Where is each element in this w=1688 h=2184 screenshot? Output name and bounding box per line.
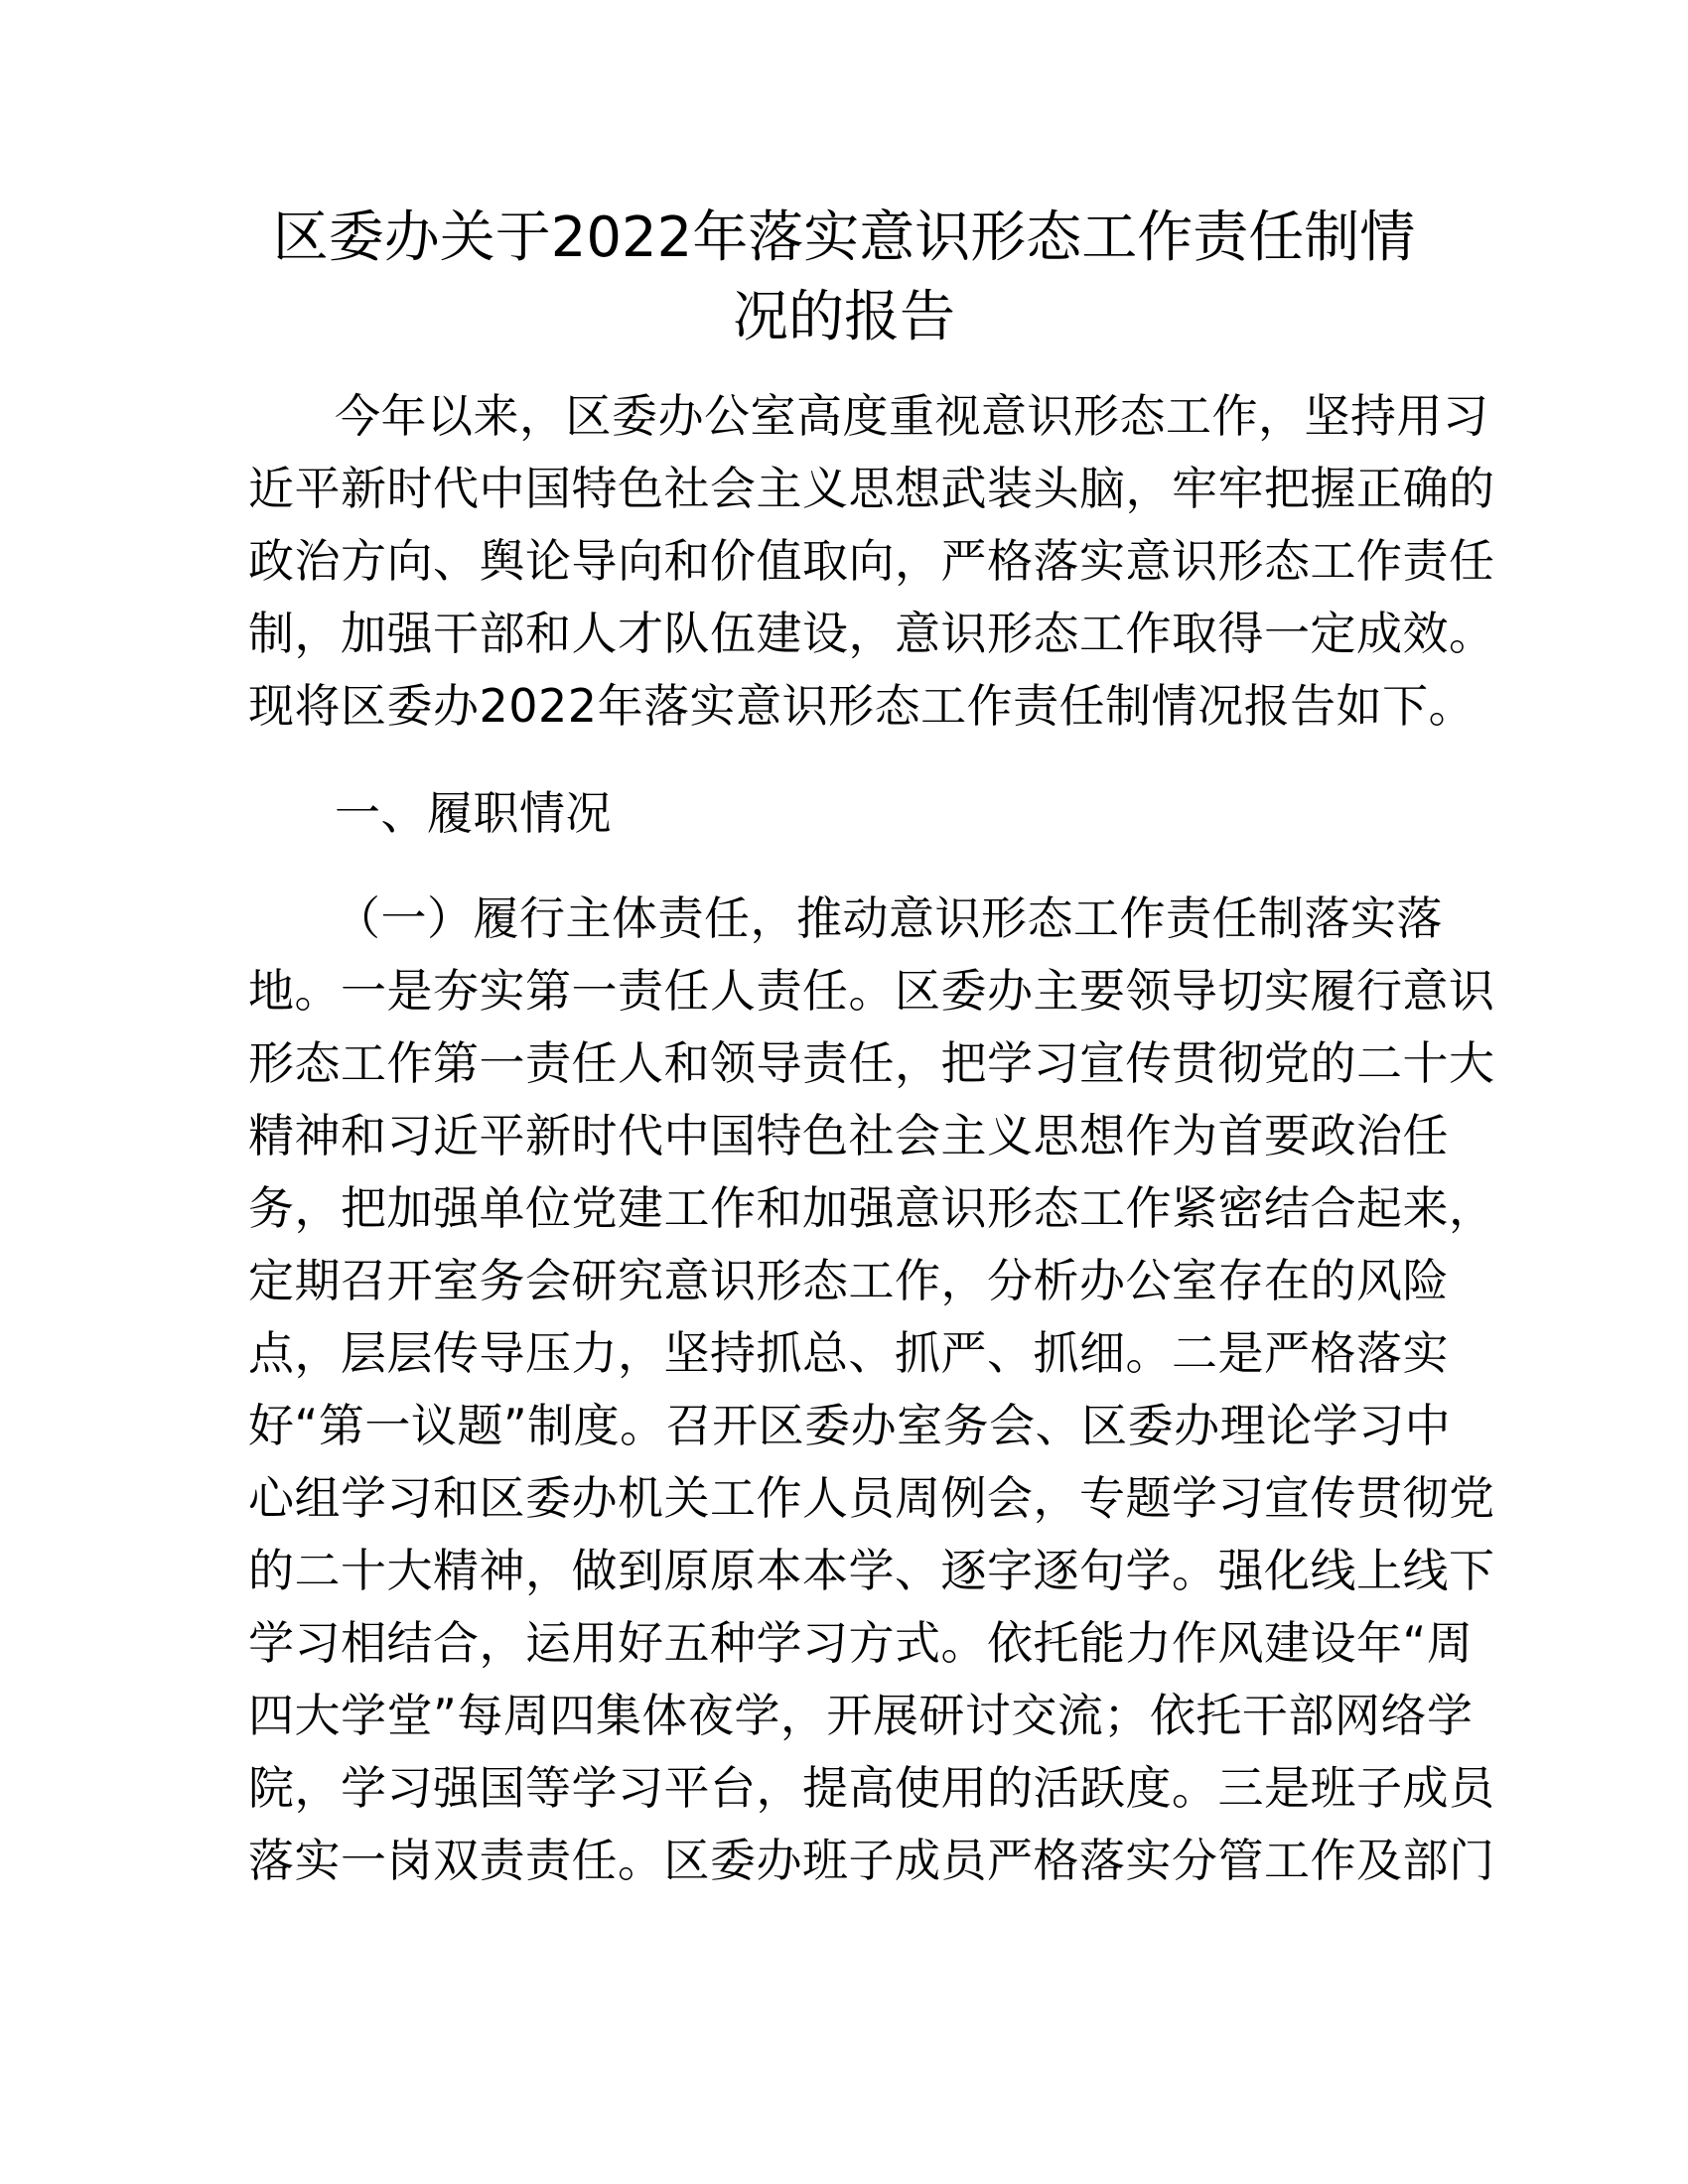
sub-section-paragraph-line: 学习相结合，运用好五种学习方式。依托能力作风建设年“周 — [248, 1616, 1474, 1670]
sub-section-paragraph-line: 院，学习强国等学习平台，提高使用的活跃度。三是班子成员 — [248, 1761, 1495, 1815]
sub-section-paragraph-line: 地。一是夯实第一责任人责任。区委办主要领导切实履行意识 — [248, 964, 1495, 1018]
section-heading: 一、履职情况 — [335, 786, 612, 840]
document-title-line-2: 况的报告 — [733, 285, 955, 349]
sub-section-paragraph-line: 四大学堂”每周四集体夜学，开展研讨交流；依托干部网络学 — [248, 1689, 1474, 1742]
intro-paragraph-line: 现将区委办2022年落实意识形态工作责任制情况报告如下。 — [248, 679, 1476, 733]
intro-paragraph-line: 政治方向、舆论导向和价值取向，严格落实意识形态工作责任 — [248, 534, 1495, 588]
sub-section-paragraph-line: 点，层层传导压力，坚持抓总、抓严、抓细。二是严格落实 — [248, 1326, 1449, 1380]
sub-section-paragraph-line: 务，把加强单位党建工作和加强意识形态工作紧密结合起来， — [248, 1181, 1495, 1235]
document-title — [228, 199, 1460, 357]
sub-section-paragraph-line: 形态工作第一责任人和领导责任，把学习宣传贯彻党的二十大 — [248, 1036, 1495, 1090]
intro-paragraph-line: 今年以来，区委办公室高度重视意识形态工作，坚持用习 — [335, 389, 1489, 443]
sub-section-paragraph-line: （一）履行主体责任，推动意识形态工作责任制落实落 — [335, 891, 1443, 945]
sub-section-paragraph-line: 精神和习近平新时代中国特色社会主义思想作为首要政治任 — [248, 1109, 1449, 1162]
sub-section-paragraph-line: 好“第一议题”制度。召开区委办室务会、区委办理论学习中 — [248, 1399, 1452, 1452]
sub-section-paragraph-line: 落实一岗双责责任。区委办班子成员严格落实分管工作及部门 — [248, 1834, 1495, 1887]
intro-paragraph-line: 制，加强干部和人才队伍建设，意识形态工作取得一定成效。 — [248, 607, 1495, 660]
sub-section-paragraph-line: 的二十大精神，做到原原本本学、逐字逐句学。强化线上线下 — [248, 1544, 1495, 1597]
intro-paragraph-line: 近平新时代中国特色社会主义思想武装头脑，牢牢把握正确的 — [248, 462, 1495, 515]
sub-section-paragraph-line: 定期召开室务会研究意识形态工作，分析办公室存在的风险 — [248, 1254, 1449, 1307]
document-title-line-1: 区委办关于2022年落实意识形态工作责任制情 — [272, 205, 1416, 270]
sub-section-paragraph-line: 心组学习和区委办机关工作人员周例会，专题学习宣传贯彻党 — [248, 1471, 1495, 1525]
